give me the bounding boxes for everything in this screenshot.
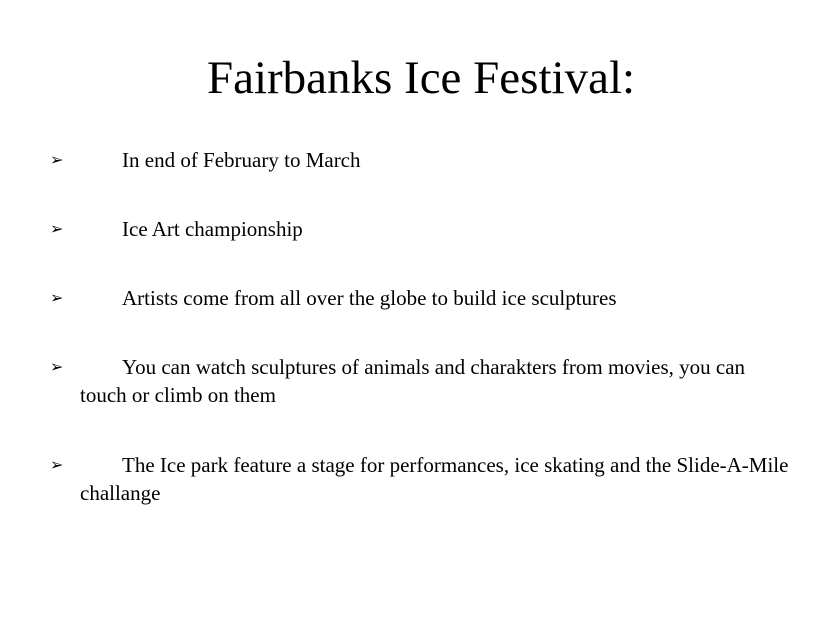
list-item — [50, 353, 790, 409]
list-item — [50, 215, 790, 243]
bullet-text: In end of February to March — [122, 148, 361, 172]
arrowhead-bullet-icon: ➢ — [50, 150, 64, 169]
bullet-text: Artists come from all over the globe to build ice sculptures — [122, 286, 617, 310]
bullet-text: The Ice park feature a stage for performances, ice skating and the Slide-A-Mile challange — [80, 453, 789, 505]
bullet-text: You can watch sculptures of animals and charakters from movies, you can touch or climb on them — [80, 355, 746, 407]
arrowhead-bullet-icon: ➢ — [50, 357, 64, 376]
list-item — [50, 451, 790, 507]
arrowhead-bullet-icon: ➢ — [50, 219, 64, 238]
list-item — [50, 284, 790, 312]
bullet-text: Ice Art championship — [122, 217, 303, 241]
arrowhead-bullet-icon: ➢ — [50, 455, 64, 474]
arrowhead-bullet-icon: ➢ — [50, 288, 64, 307]
list-item — [50, 146, 790, 174]
slide-title: Fairbanks Ice Festival: — [206, 52, 636, 104]
